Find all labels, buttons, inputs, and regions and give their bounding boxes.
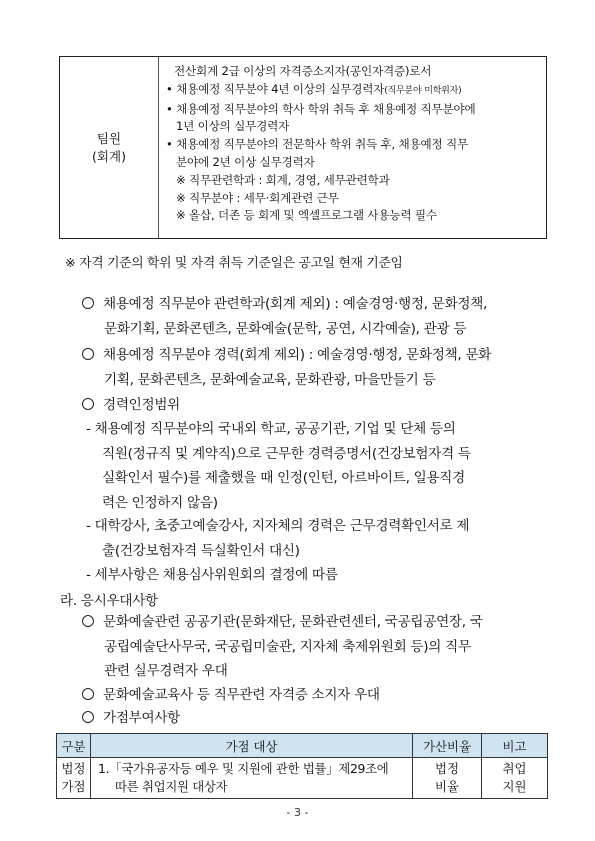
cell-rate: 법정 비율 [413, 758, 482, 799]
cell-target: 1.「국가유공자등 예우 및 지원에 관한 법률」제29조에 따른 취업지원 대상자 [91, 758, 413, 799]
header-remark: 비고 [482, 734, 548, 758]
qual-note: ※ 올삽, 더존 등 회계 및 엑셀프로그램 사용능력 필수 [176, 208, 437, 223]
qual-line: • 채용예정 직무분야 4년 이상의 실무경력자(직무분야 미학위자) [166, 81, 462, 96]
role-subtitle: (회계) [92, 148, 126, 164]
header-category: 구분 [57, 734, 91, 758]
role-title: 팀원 [96, 130, 122, 146]
page-number: - 3 - [286, 806, 309, 819]
qual-line: • 채용예정 직무분야의 학사 학위 취득 후 채용예정 직무분야에 [166, 101, 476, 116]
cell-remark: 취업 지원 [482, 758, 548, 799]
preference-item-3: 가점부여사항 [82, 706, 180, 731]
qual-line: • 채용예정 직무분야의 전문학사 학위 취득 후, 채용예정 직무 [166, 137, 468, 152]
circle-bullet-icon [82, 348, 94, 360]
circle-bullet-icon [82, 398, 94, 410]
cell-category: 법정 가점 [57, 758, 91, 799]
table-row [57, 758, 548, 799]
circle-bullet-icon [82, 711, 94, 723]
qual-line: 전산회계 2급 이상의 자격증소지자(공인자격증)로서 [174, 64, 432, 78]
bonus-points-table [56, 733, 548, 799]
related-majors-item: 채용예정 직무분야 관련학과(회계 제외) : 예술경영·행정, 문화정책, 문화기획, 문화콘텐츠, 문화예술(문학, 공연, 시각예술), 관광 등 [82, 292, 487, 341]
qualification-table [59, 56, 547, 239]
career-scope-detail-1: - 채용예정 직무분야의 국내외 학교, 공공기관, 기업 및 단체 등의 직원(정규직 및 계약직)으로 근무한 경력증명서(건강보험자격 득 실확인서 필수)를 제출했을 때 인정(인턴, 아르바이트, 일용직경 력은 인정하지 않음) [86, 421, 471, 511]
qual-note: ※ 직무분야 : 세무·회계관련 근무 [176, 190, 339, 205]
career-scope-item: 경력인정범위 [82, 393, 180, 418]
career-scope-detail-2: - 대학강사, 초중고예술강사, 지자체의 경력은 근무경력확인서로 제 출(건강보험자격 득실확인서 대신) [86, 518, 470, 559]
role-cell [60, 57, 159, 238]
header-rate: 가산비율 [413, 734, 482, 758]
career-scope-detail-3: - 세부사항은 채용심사위원회의 결정에 따름 [86, 567, 338, 583]
preference-heading: 라. 응시우대사항 [60, 593, 158, 609]
table-header-row [57, 734, 548, 758]
header-target: 가점 대상 [91, 734, 413, 758]
career-item: 채용예정 직무분야 경력(회계 제외) : 예술경영·행정, 문화정책, 문화 기획, 문화콘텐츠, 문화예술교육, 문화관광, 마을만들기 등 [82, 343, 491, 392]
qualification-details [159, 57, 546, 238]
qual-line: 분야에 2년 이상 실무경력자 [176, 154, 315, 169]
basis-note: ※ 자격 기준의 학위 및 자격 취득 기준일은 공고일 현재 기준임 [65, 256, 403, 271]
preference-item-1: 문화예술관련 공공기관(문화재단, 문화관련센터, 국공립공연장, 국 공립예술단사무국, 국공립미술관, 지자체 축제위원회 등)의 직무 관련 실무경력자 우대 [82, 610, 483, 684]
qual-line: 1년 이상의 실무경력자 [176, 119, 290, 134]
preference-item-2: 문화예술교육사 등 직무관련 자격증 소지자 우대 [82, 683, 380, 708]
circle-bullet-icon [82, 688, 94, 700]
qual-note: ※ 직무관련학과 : 회계, 경영, 세무관련학과 [176, 172, 390, 187]
circle-bullet-icon [82, 615, 94, 627]
circle-bullet-icon [82, 297, 94, 309]
